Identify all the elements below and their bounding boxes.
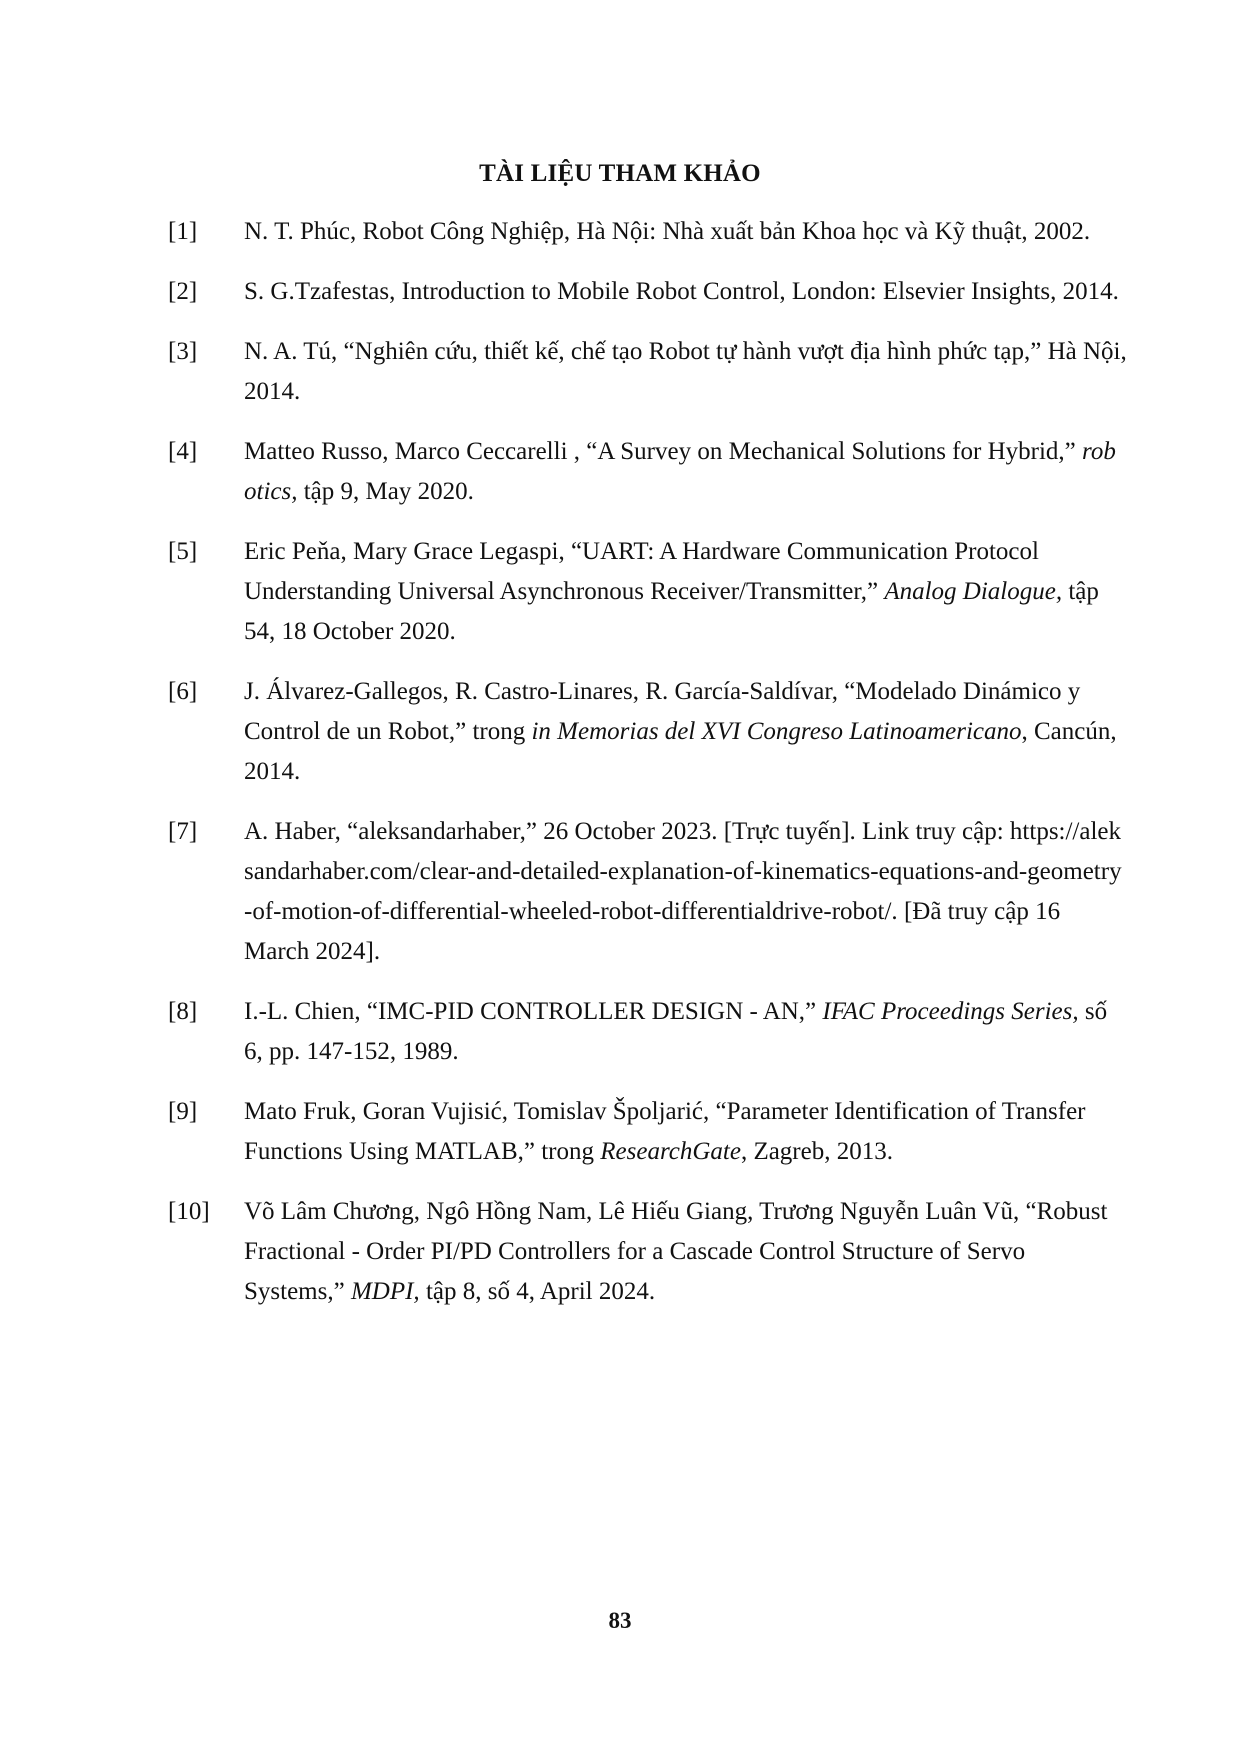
reference-details: [Đã truy cập 16 March 2024]. bbox=[244, 898, 1061, 965]
reference-details: số 6, pp. 147-152, 1989. bbox=[244, 998, 1108, 1065]
reference-source: robotics, bbox=[244, 438, 1116, 505]
reference-body: Matteo Russo, Marco Ceccarelli , “A Survey on Mechanical Solutions for Hybrid,” bbox=[244, 438, 1083, 465]
reference-item bbox=[168, 992, 1128, 1072]
reference-text bbox=[244, 332, 1128, 412]
reference-details: tập 54, 18 October 2020. bbox=[244, 578, 1099, 645]
reference-text bbox=[244, 1192, 1128, 1312]
reference-body: S. G.Tzafestas, Introduction to Mobile Robot Control, London: Elsevier Insights, 2014. bbox=[244, 278, 1119, 305]
reference-text bbox=[244, 992, 1128, 1072]
reference-item bbox=[168, 812, 1128, 972]
reference-text bbox=[244, 532, 1128, 652]
page-number: 83 bbox=[608, 1608, 632, 1633]
reference-number: [4] bbox=[168, 438, 198, 465]
reference-details: tập 8, số 4, April 2024. bbox=[419, 1278, 656, 1305]
reference-item bbox=[168, 532, 1128, 652]
page-title: TÀI LIỆU THAM KHẢO bbox=[479, 160, 761, 187]
reference-body: Eric Peňa, Mary Grace Legaspi, “UART: A Hardware Communication Protocol Understanding Universal Asynchronous Receiver/Transmitter,” bbox=[244, 538, 1039, 605]
reference-text bbox=[244, 672, 1128, 792]
reference-source: IFAC Proceedings Series, bbox=[822, 998, 1079, 1025]
reference-text bbox=[244, 812, 1128, 972]
reference-number: [2] bbox=[168, 278, 198, 305]
reference-number: [3] bbox=[168, 338, 198, 365]
reference-list bbox=[168, 212, 1128, 1332]
reference-number: [10] bbox=[168, 1198, 210, 1225]
reference-body: Võ Lâm Chương, Ngô Hồng Nam, Lê Hiếu Giang, Trương Nguyễn Luân Vũ, “Robust Fractional - Order PI/PD Controllers for a Cascade Control Structure of Servo Systems,” bbox=[244, 1198, 1108, 1305]
reference-number: [8] bbox=[168, 998, 198, 1025]
reference-item bbox=[168, 212, 1128, 252]
reference-body: N. A. Tú, “Nghiên cứu, thiết kế, chế tạo Robot tự hành vượt địa hình phức tạp,” Hà Nội, 2014. bbox=[244, 338, 1127, 405]
reference-details: , Cancún, 2014. bbox=[244, 718, 1117, 785]
reference-number: [7] bbox=[168, 818, 198, 845]
reference-item bbox=[168, 432, 1128, 512]
reference-details: tập 9, May 2020. bbox=[297, 478, 474, 505]
reference-item bbox=[168, 332, 1128, 412]
reference-number: [6] bbox=[168, 678, 198, 705]
reference-body: J. Álvarez-Gallegos, R. Castro-Linares, R. García-Saldívar, “Modelado Dinámico y Control de un Robot,” trong bbox=[244, 678, 1081, 745]
reference-url[interactable]: https://aleksandarhaber.com/clear-and-detailed-explanation-of-kinematics-equations-and-geometry-of-motion-of-differential-wheeled-robot-differentialdrive-robot/. bbox=[244, 818, 1122, 925]
reference-source: Analog Dialogue, bbox=[884, 578, 1063, 605]
reference-number: [5] bbox=[168, 538, 198, 565]
reference-item bbox=[168, 1092, 1128, 1172]
reference-item bbox=[168, 272, 1128, 312]
reference-text bbox=[244, 1092, 1128, 1172]
reference-details: , Zagreb, 2013. bbox=[740, 1138, 893, 1165]
reference-source: MDPI, bbox=[350, 1278, 420, 1305]
reference-source: ResearchGate bbox=[600, 1138, 741, 1165]
reference-body: Mato Fruk, Goran Vujisić, Tomislav Špoljarić, “Parameter Identification of Transfer Functions Using MATLAB,” trong bbox=[244, 1098, 1086, 1165]
reference-body: A. Haber, “aleksandarhaber,” 26 October 2023. [Trực tuyến]. Link truy cập: bbox=[244, 818, 1010, 845]
reference-text bbox=[244, 212, 1128, 252]
reference-text bbox=[244, 432, 1128, 512]
reference-text bbox=[244, 272, 1128, 312]
reference-item bbox=[168, 672, 1128, 792]
reference-body: N. T. Phúc, Robot Công Nghiệp, Hà Nội: Nhà xuất bản Khoa học và Kỹ thuật, 2002. bbox=[244, 218, 1091, 245]
reference-number: [9] bbox=[168, 1098, 198, 1125]
reference-body: I.-L. Chien, “IMC-PID CONTROLLER DESIGN - AN,” bbox=[244, 998, 823, 1025]
reference-number: [1] bbox=[168, 218, 198, 245]
reference-source: in Memorias del XVI Congreso Latinoamericano bbox=[531, 718, 1022, 745]
reference-item bbox=[168, 1192, 1128, 1312]
